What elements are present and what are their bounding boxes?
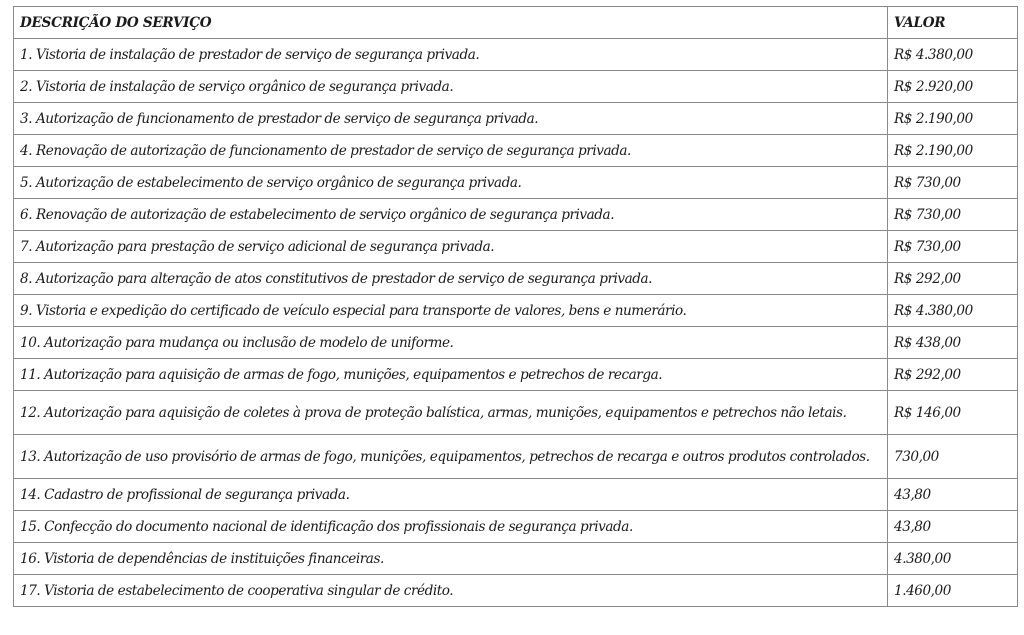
row-value: R$ 292,00 bbox=[888, 263, 1018, 295]
header-value: VALOR bbox=[888, 7, 1018, 39]
row-value: R$ 730,00 bbox=[888, 231, 1018, 263]
table-row bbox=[14, 135, 1018, 167]
row-description: 4. Renovação de autorização de funcionamento de prestador de serviço de segurança privada. bbox=[14, 135, 888, 167]
fee-table bbox=[13, 6, 1018, 607]
table-row bbox=[14, 295, 1018, 327]
row-description: 8. Autorização para alteração de atos constitutivos de prestador de serviço de segurança privada. bbox=[14, 263, 888, 295]
table-row bbox=[14, 231, 1018, 263]
row-description: 13. Autorização de uso provisório de armas de fogo, munições, equipamentos, petrechos de recarga e outros produtos controlados. bbox=[14, 435, 888, 479]
table-row bbox=[14, 479, 1018, 511]
table-row bbox=[14, 71, 1018, 103]
row-value: R$ 2.920,00 bbox=[888, 71, 1018, 103]
row-value: 730,00 bbox=[888, 435, 1018, 479]
row-value: R$ 146,00 bbox=[888, 391, 1018, 435]
row-description: 5. Autorização de estabelecimento de serviço orgânico de segurança privada. bbox=[14, 167, 888, 199]
row-description: 11. Autorização para aquisição de armas de fogo, munições, equipamentos e petrechos de recarga. bbox=[14, 359, 888, 391]
table-row bbox=[14, 435, 1018, 479]
table-row bbox=[14, 575, 1018, 607]
header-description: DESCRIÇÃO DO SERVIÇO bbox=[14, 7, 888, 39]
table-row bbox=[14, 359, 1018, 391]
table-row bbox=[14, 199, 1018, 231]
row-value: R$ 2.190,00 bbox=[888, 103, 1018, 135]
table-row bbox=[14, 327, 1018, 359]
row-description: 17. Vistoria de estabelecimento de cooperativa singular de crédito. bbox=[14, 575, 888, 607]
row-value: R$ 2.190,00 bbox=[888, 135, 1018, 167]
row-description: 10. Autorização para mudança ou inclusão de modelo de uniforme. bbox=[14, 327, 888, 359]
row-description: 6. Renovação de autorização de estabelecimento de serviço orgânico de segurança privada. bbox=[14, 199, 888, 231]
row-description: 12. Autorização para aquisição de coletes à prova de proteção balística, armas, munições, equipamentos e petrechos não letais. bbox=[14, 391, 888, 435]
row-value: R$ 4.380,00 bbox=[888, 39, 1018, 71]
row-value: 43,80 bbox=[888, 511, 1018, 543]
table-row bbox=[14, 391, 1018, 435]
table-row bbox=[14, 263, 1018, 295]
row-value: 1.460,00 bbox=[888, 575, 1018, 607]
row-value: R$ 730,00 bbox=[888, 167, 1018, 199]
row-value: R$ 730,00 bbox=[888, 199, 1018, 231]
row-value: R$ 4.380,00 bbox=[888, 295, 1018, 327]
row-description: 14. Cadastro de profissional de segurança privada. bbox=[14, 479, 888, 511]
table-row bbox=[14, 103, 1018, 135]
row-description: 16. Vistoria de dependências de instituições financeiras. bbox=[14, 543, 888, 575]
table-row bbox=[14, 39, 1018, 71]
table-row bbox=[14, 167, 1018, 199]
row-description: 15. Confecção do documento nacional de identificação dos profissionais de segurança privada. bbox=[14, 511, 888, 543]
row-value: R$ 292,00 bbox=[888, 359, 1018, 391]
row-value: 43,80 bbox=[888, 479, 1018, 511]
row-value: R$ 438,00 bbox=[888, 327, 1018, 359]
row-description: 7. Autorização para prestação de serviço adicional de segurança privada. bbox=[14, 231, 888, 263]
row-description: 3. Autorização de funcionamento de prestador de serviço de segurança privada. bbox=[14, 103, 888, 135]
fee-table-container bbox=[13, 6, 1017, 607]
row-description: 1. Vistoria de instalação de prestador de serviço de segurança privada. bbox=[14, 39, 888, 71]
row-description: 9. Vistoria e expedição do certificado de veículo especial para transporte de valores, bens e numerário. bbox=[14, 295, 888, 327]
row-description: 2. Vistoria de instalação de serviço orgânico de segurança privada. bbox=[14, 71, 888, 103]
table-row bbox=[14, 511, 1018, 543]
table-header-row bbox=[14, 7, 1018, 39]
row-value: 4.380,00 bbox=[888, 543, 1018, 575]
table-row bbox=[14, 543, 1018, 575]
